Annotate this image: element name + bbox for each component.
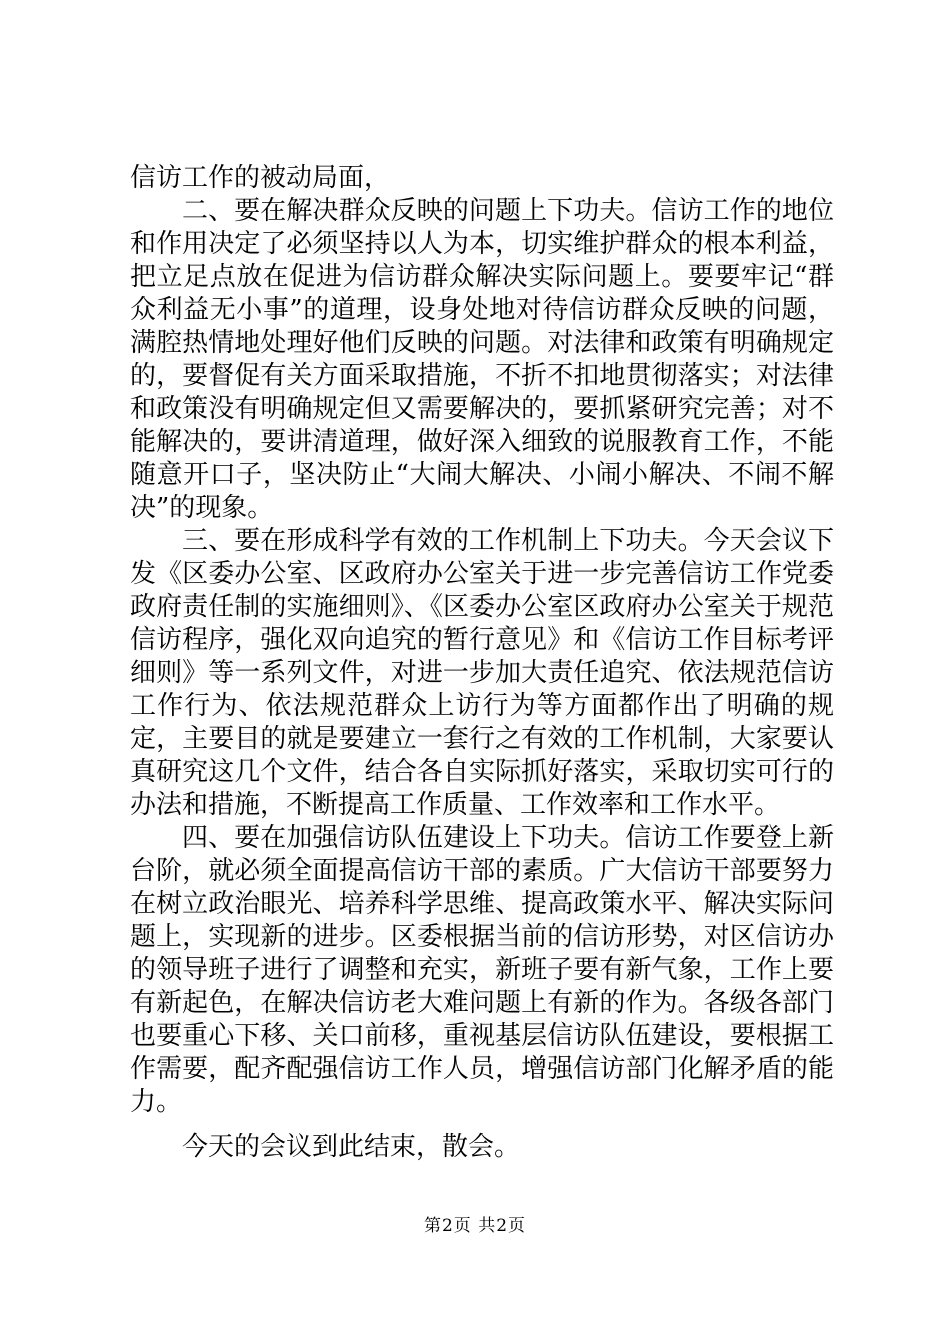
paragraph-continuation: 信访工作的被动局面， [130,163,391,193]
paragraph-section-two: 二、要在解决群众反映的问题上下功夫。信访工作的地位和作用决定了必须坚持以人为本，切实维护群众的根本利益，把立足点放在促进为信访群众解决实际问题上。要要牢记“群众利益无小事”的道理，设身处地对待信访群众反映的问题，满腔热情地处理好他们反映的问题。对法律和政策有明确规定的，要督促有关方面采取措施，不折不扣地贯彻落实；对法律和政策没有明确规定但又需要解决的，要抓紧研究完善；对不能解决的，要讲清道理，做好深入细致的说服教育工作，不能随意开口子，坚决防止“大闹大解决、小闹小解决、不闹不解决”的现象。 [130,196,834,523]
document-body [130,162,834,1164]
page-number-footer: 第2页 共2页 [423,1216,527,1236]
paragraph-section-four: 四、要在加强信访队伍建设上下功夫。信访工作要登上新台阶，就必须全面提高信访干部的素质。广大信访干部要努力在树立政治眼光、培养科学思维、提高政策水平、解决实际问题上，实现新的进步。区委根据当前的信访形势，对区信访办的领导班子进行了调整和充实，新班子要有新气象，工作上要有新起色，在解决信访老大难问题上有新的作为。各级各部门也要重心下移、关口前移，重视基层信访队伍建设，要根据工作需要，配齐配强信访工作人员，增强信访部门化解矛盾的能力。 [130,823,834,1117]
paragraph-closing: 今天的会议到此结束，散会。 [182,1132,521,1162]
paragraph-section-three: 三、要在形成科学有效的工作机制上下功夫。今天会议下发《区委办公室、区政府办公室关于进一步完善信访工作党委政府责任制的实施细则》、《区委办公室区政府办公室关于规范信访程序，强化双向追究的暂行意见》和《信访工作目标考评细则》等一系列文件，对进一步加大责任追究、依法规范信访工作行为、依法规范群众上访行为等方面都作出了明确的规定，主要目的就是要建立一套行之有效的工作机制，大家要认真研究这几个文件，结合各自实际抓好落实，采取切实可行的办法和措施，不断提高工作质量、工作效率和工作水平。 [130,526,834,820]
